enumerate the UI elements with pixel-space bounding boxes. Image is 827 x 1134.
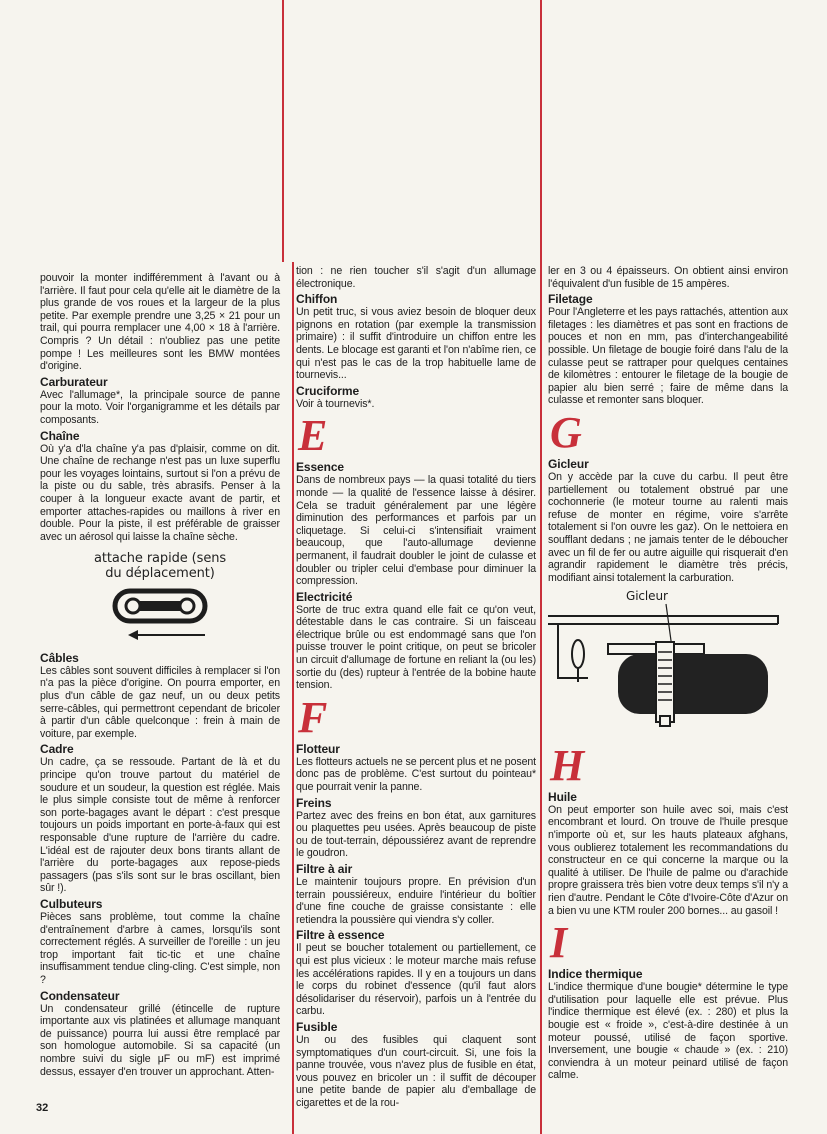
column-2	[296, 265, 536, 1112]
chain-illustration-caption	[40, 551, 280, 581]
caption-line-1: attache rapide (sens	[93, 551, 227, 567]
col1-intro: pouvoir la monter indifféremment à l'avant ou à l'arrière. Il faut pour cela qu'elle ait le diamètre de la plus grande de vos roues et la largeur de la plus petite. Par exemple prendre une 3,25 × 21 pour un trail, qui pourra remplacer une 4,00 × 18 à l'arrière. Compris ? Un détail : n'oubliez pas une petite pompe ! Les meilleures sont les BMW montées d'origine.	[40, 272, 280, 373]
text-freins: Partez avec des freins en bon état, aux garnitures ou plaquettes peu usées. Après beaucoup de piste ou de tout-terrain, dépoussiérez avant de reprendre le goudron.	[296, 809, 536, 860]
chain-link-illustration	[40, 585, 280, 645]
heading-filtre-essence: Filtre à essence	[296, 928, 385, 943]
text-cables: Les câbles sont souvent difficiles à remplacer si l'on n'a pas la pièce d'origine. On pourra emporter, en plus d'un câble de gaz neuf, un ou deux petits serre-câbles, qui permettront cependant de bricoler à partir d'un câble quelconque : frein à main de voiture, par exemple.	[40, 664, 280, 740]
text-flotteur: Les flotteurs actuels ne se percent plus et ne posent donc pas de problème. C'est surtout du pointeau* que pourrait venir la panne.	[296, 755, 536, 794]
text-essence: Dans de nombreux pays — la quasi totalité du tiers monde — la qualité de l'essence laisse à désirer. Cela se traduit généralement par une légère diminution des performances et parfois par un cliquetage. Si celui-ci s'intensifiait vraiment beaucoup, que l'auto-allumage devienne permanent, il faudrait doubler le joint de culasse et doubler ou tripler celui d'embase pour diminuer la compression.	[296, 474, 536, 588]
text-huile: On peut emporter son huile avec soi, mais c'est encombrant et lourd. On trouve de l'huile presque n'importe où et, sur les hauts plateaux afghans, vous oublierez totalement les recommandations du constructeur en ce qui concerne la marque ou la qualité à utiliser. De l'huile de palme ou d'arachide propre graissera très bien votre deux temps s'il n'y a rien d'autre. Pendant le Côte d'Ivoire-Côte d'Azur on a bien vu une KTM rouler 200 bornes... au gasoil !	[548, 803, 788, 917]
text-gicleur: On y accède par la cuve du carbu. Il peut être partiellement ou totalement obstrué par une cochonnerie (le moteur tourne au ralenti mais refuse de monter en régime, voire s'arrête totalement si l'on ouvre les gaz). On le nettoiera en soufflant dedans ; ne jamais tenter de le déboucher avec un fil de fer ou autre aiguille qui risquerait d'en agrandir rapidement le diamètre très précis, modifiant ainsi totalement la carburation.	[548, 470, 788, 584]
caption-line-2: du déplacement)	[105, 566, 215, 582]
carburetor-jet-diagram	[548, 586, 788, 736]
section-letter-i: I	[550, 918, 568, 968]
heading-huile: Huile	[548, 789, 577, 804]
right-divider	[540, 262, 542, 1134]
heading-flotteur: Flotteur	[296, 741, 340, 756]
text-chiffon: Un petit truc, si vous aviez besoin de bloquer deux pignons en rotation (par exemple la transmission primaire) : il suffit d'introduire un chiffon entre les dents. Le blocage est garanti et l'on n'abîme rien, ce qui n'est pas le cas de la trop habituelle lame de tournevis...	[296, 306, 536, 382]
heading-cables: Câbles	[40, 650, 79, 665]
heading-cruciforme: Cruciforme	[296, 383, 360, 398]
heading-culbuteurs: Culbuteurs	[40, 896, 103, 911]
heading-fusible: Fusible	[296, 1019, 338, 1034]
section-letter-g: G	[550, 407, 582, 457]
heading-condensateur: Condensateur	[40, 988, 120, 1003]
heading-chaine: Chaîne	[40, 428, 80, 443]
column-1	[40, 272, 280, 1080]
top-left-divider	[282, 0, 284, 262]
section-letter-f: F	[298, 692, 328, 742]
heading-filtre-air: Filtre à air	[296, 862, 353, 876]
heading-gicleur: Gicleur	[548, 456, 589, 471]
heading-freins: Freins	[296, 795, 332, 810]
text-culbuteurs: Pièces sans problème, tout comme la chaîne d'entraînement d'arbre à cames, lorsqu'ils sont correctement réglés. A surveiller de l'oreille : un jeu trop important fait tic-tic et une chaîne insuffisamment tendue cling-cling. C'est simple, non ?	[40, 910, 280, 986]
text-filtre-air: Le maintenir toujours propre. En prévision d'un terrain poussiéreux, enduire l'intérieur du boîtier d'une fine couche de graisse consistante : elle retiendra la poussière qui viendra s'y coller.	[296, 876, 536, 926]
section-letter-e: E	[298, 411, 328, 461]
text-electricite: Sorte de truc extra quand elle fait ce qu'on veut, détestable dans le cas contraire. Si un faisceau électrique brûle ou est endommagé sans que l'on puisse trouver le point critique, on peut se bricoler un circuit d'allumage de fortune en reliant la (ou les) sortie du (des) rupteur à l'entrée de la bobine haute tension.	[296, 603, 536, 692]
text-filetage: Pour l'Angleterre et les pays rattachés, attention aux filetages : les diamètres et pas sont en fractions de pouces et non en mm, pas d'interchangeabilité possible. Un filetage de bougie foiré dans l'alu de la culasse peut se rattraper pour quelques centaines de kilomètres : entourer le filetage de la bougie de papier alu bien serré ; faire de même dans la culasse et remonter sans bloquer.	[548, 306, 788, 407]
col3-intro: ler en 3 ou 4 épaisseurs. On obtient ainsi environ l'équivalent d'un fusible de 15 ampères.	[548, 265, 788, 290]
heading-filetage: Filetage	[548, 292, 593, 307]
diagram-label-gicleur: Gicleur	[626, 589, 668, 604]
text-carburateur: Avec l'allumage*, la principale source de panne pour la moto. Voir l'organigramme et les détails par composants.	[40, 388, 280, 426]
text-fusible: Un ou des fusibles qui claquent sont symptomatiques d'un court-circuit. Si, une fois la panne trouvée, vous n'avez plus de fusible en état, vous pouvez en bricoler un : il suffit de découper une petite bande de papier alu d'emballage de cigarettes et de la rou-	[296, 1033, 536, 1109]
section-letter-h: H	[550, 740, 585, 790]
top-right-divider	[540, 0, 542, 262]
text-condensateur: Un condensateur grillé (étincelle de rupture importante aux vis platinées et allumage manquant de puissance) pourra lui aussi être remplacé par son homologue automobile. Si sa capacité (un nombre suivi du sigle μF ou mF) est imprimé dessus, essayer d'en trouver un approchant. Atten-	[40, 1002, 280, 1078]
text-chaine: Où y'a d'la chaîne y'a pas d'plaisir, comme on dit. Une chaîne de rechange n'est pas un luxe superflu pour les voyages lointains, surtout si l'on a prévu de la piste ou du sable, très abrasifs. Penser à la couper à la longueur exacte avant de partir, et emporter attaches-rapides ou maillons à river en double. Pour la piste, il est préférable de graisser avec un aérosol qui laisse la chaîne sèche.	[40, 442, 280, 543]
heading-chiffon: Chiffon	[296, 292, 338, 307]
middle-divider	[292, 262, 294, 1134]
heading-indice-thermique: Indice thermique	[548, 967, 643, 982]
col2-intro: tion : ne rien toucher s'il s'agit d'un allumage électronique.	[296, 265, 536, 290]
text-indice-thermique: L'indice thermique d'une bougie* détermine le type d'utilisation pour laquelle elle est prévue. Plus l'indice thermique est élevé (ex. : 280) et plus la bougie est « froide », c'est-à-dire destinée à un moteur poussé, utilisé de façon sportive. Inversement, une bougie « chaude » (ex. : 210) conviendra à un moteur peinard utilisé de façon calme.	[548, 981, 788, 1082]
heading-carburateur: Carburateur	[40, 374, 108, 389]
heading-electricite: Electricité	[296, 589, 353, 604]
page-number: 32	[36, 1102, 49, 1114]
text-cadre: Un cadre, ça se ressoude. Partant de là et du principe qu'on trouve partout du matériel de soudure et un soudeur, la question est réglée. Mais le plus simple consiste tout de même à renforcer son porte-bagages avant le départ : c'est presque toujours un poids important en porte-à-faux qui est responsable d'une rupture de l'arrière du cadre. L'idéal est de rajouter deux bons tirants allant de l'arrière du porte-bagages aux repose-pieds passagers (pas s'ils sont sur le bras oscillant, bien sûr !).	[40, 756, 280, 895]
text-cruciforme: Voir à tournevis*.	[296, 397, 375, 410]
heading-cadre: Cadre	[40, 742, 74, 757]
column-3	[548, 265, 788, 1084]
heading-essence: Essence	[296, 460, 345, 475]
text-filtre-essence: Il peut se boucher totalement ou partiellement, ce qui est plus vicieux : le moteur marche mais refuse les accélérations rapides. Il y en a toujours un dans le corps du robinet d'essence (qu'il faut alors désolidariser du réservoir), parfois un à l'entrée du carbu.	[296, 942, 536, 1018]
